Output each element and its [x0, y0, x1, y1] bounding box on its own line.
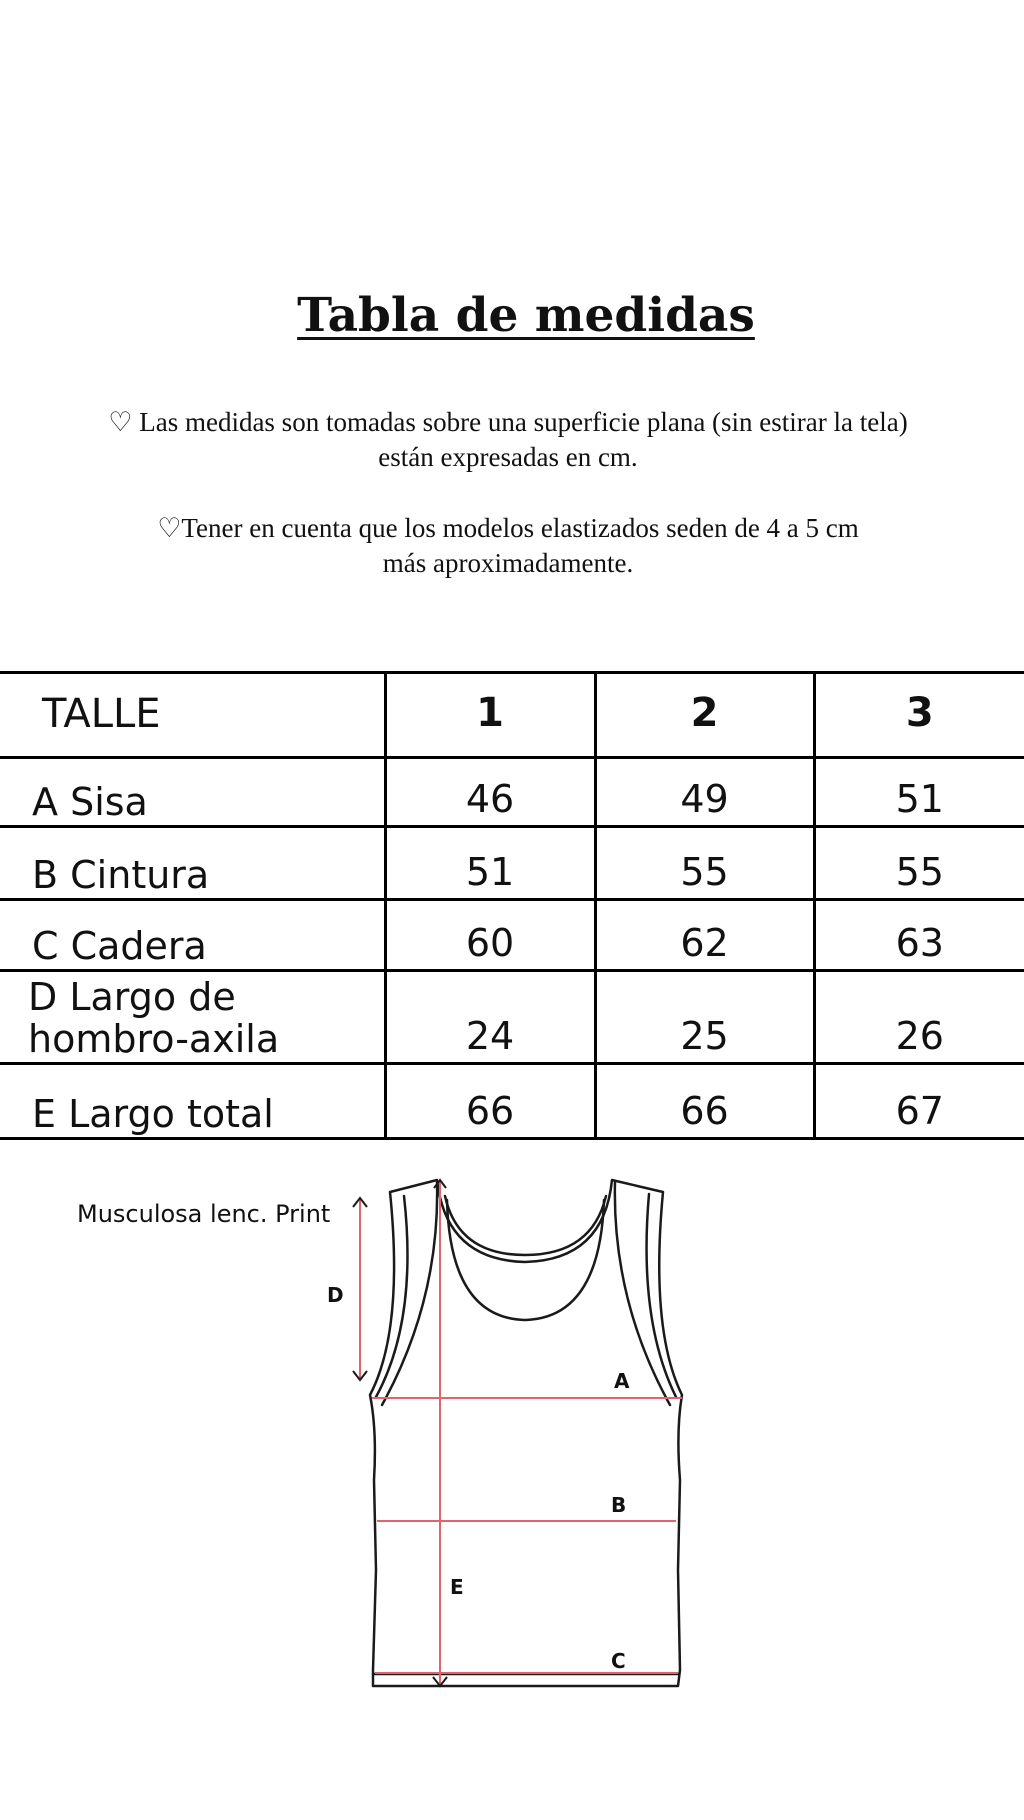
letter-d: D	[327, 1283, 344, 1307]
table-cell: 55	[595, 827, 814, 900]
table-cell: 63	[814, 900, 1024, 971]
stretch-note-line-2: más aproximadamente.	[382, 548, 634, 578]
row-label-cintura: B Cintura	[0, 827, 385, 900]
table-header-row	[0, 673, 1024, 758]
measurement-note	[0, 405, 1016, 475]
table-cell: 26	[814, 971, 1024, 1064]
table-cell: 51	[814, 758, 1024, 827]
table-cell: 66	[595, 1064, 814, 1139]
table-row	[0, 971, 1024, 1064]
table-cell: 49	[595, 758, 814, 827]
table-cell: 51	[385, 827, 595, 900]
letter-a: A	[614, 1369, 630, 1393]
stretch-note-line-1: ♡Tener en cuenta que los modelos elastizados seden de 4 a 5 cm	[157, 513, 859, 543]
table-cell: 67	[814, 1064, 1024, 1139]
letter-e: E	[450, 1575, 464, 1599]
row-label-cadera: C Cadera	[0, 900, 385, 971]
tank-top-diagram	[320, 1170, 700, 1700]
row-label-largo-hombro	[0, 971, 385, 1064]
table-cell: 55	[814, 827, 1024, 900]
row-label-largo-total: E Largo total	[0, 1064, 385, 1139]
row-label-line-2: hombro-axila	[28, 1017, 280, 1061]
header-size-label: TALLE	[0, 673, 385, 758]
tank-top-outline	[370, 1180, 682, 1686]
measurement-note-line-2: están expresadas en cm.	[378, 442, 638, 472]
page-title: Tabla de medidas	[297, 288, 755, 343]
row-label-sisa: A Sisa	[0, 758, 385, 827]
table-cell: 60	[385, 900, 595, 971]
table-cell: 62	[595, 900, 814, 971]
table-cell: 24	[385, 971, 595, 1064]
table-row	[0, 758, 1024, 827]
table-row	[0, 900, 1024, 971]
header-size-1: 1	[385, 673, 595, 758]
letter-c: C	[611, 1649, 626, 1673]
garment-label: Musculosa lenc. Print	[77, 1200, 331, 1228]
table-cell: 25	[595, 971, 814, 1064]
table-cell: 46	[385, 758, 595, 827]
stretch-note	[0, 511, 1016, 581]
measurement-note-line-1: ♡ Las medidas son tomadas sobre una superficie plana (sin estirar la tela)	[108, 407, 908, 437]
table-row	[0, 827, 1024, 900]
size-table	[0, 671, 1024, 1140]
table-row	[0, 1064, 1024, 1139]
row-label-line-1: D Largo de	[28, 975, 236, 1019]
header-size-3: 3	[814, 673, 1024, 758]
header-size-2: 2	[595, 673, 814, 758]
letter-b: B	[611, 1493, 627, 1517]
table-cell: 66	[385, 1064, 595, 1139]
